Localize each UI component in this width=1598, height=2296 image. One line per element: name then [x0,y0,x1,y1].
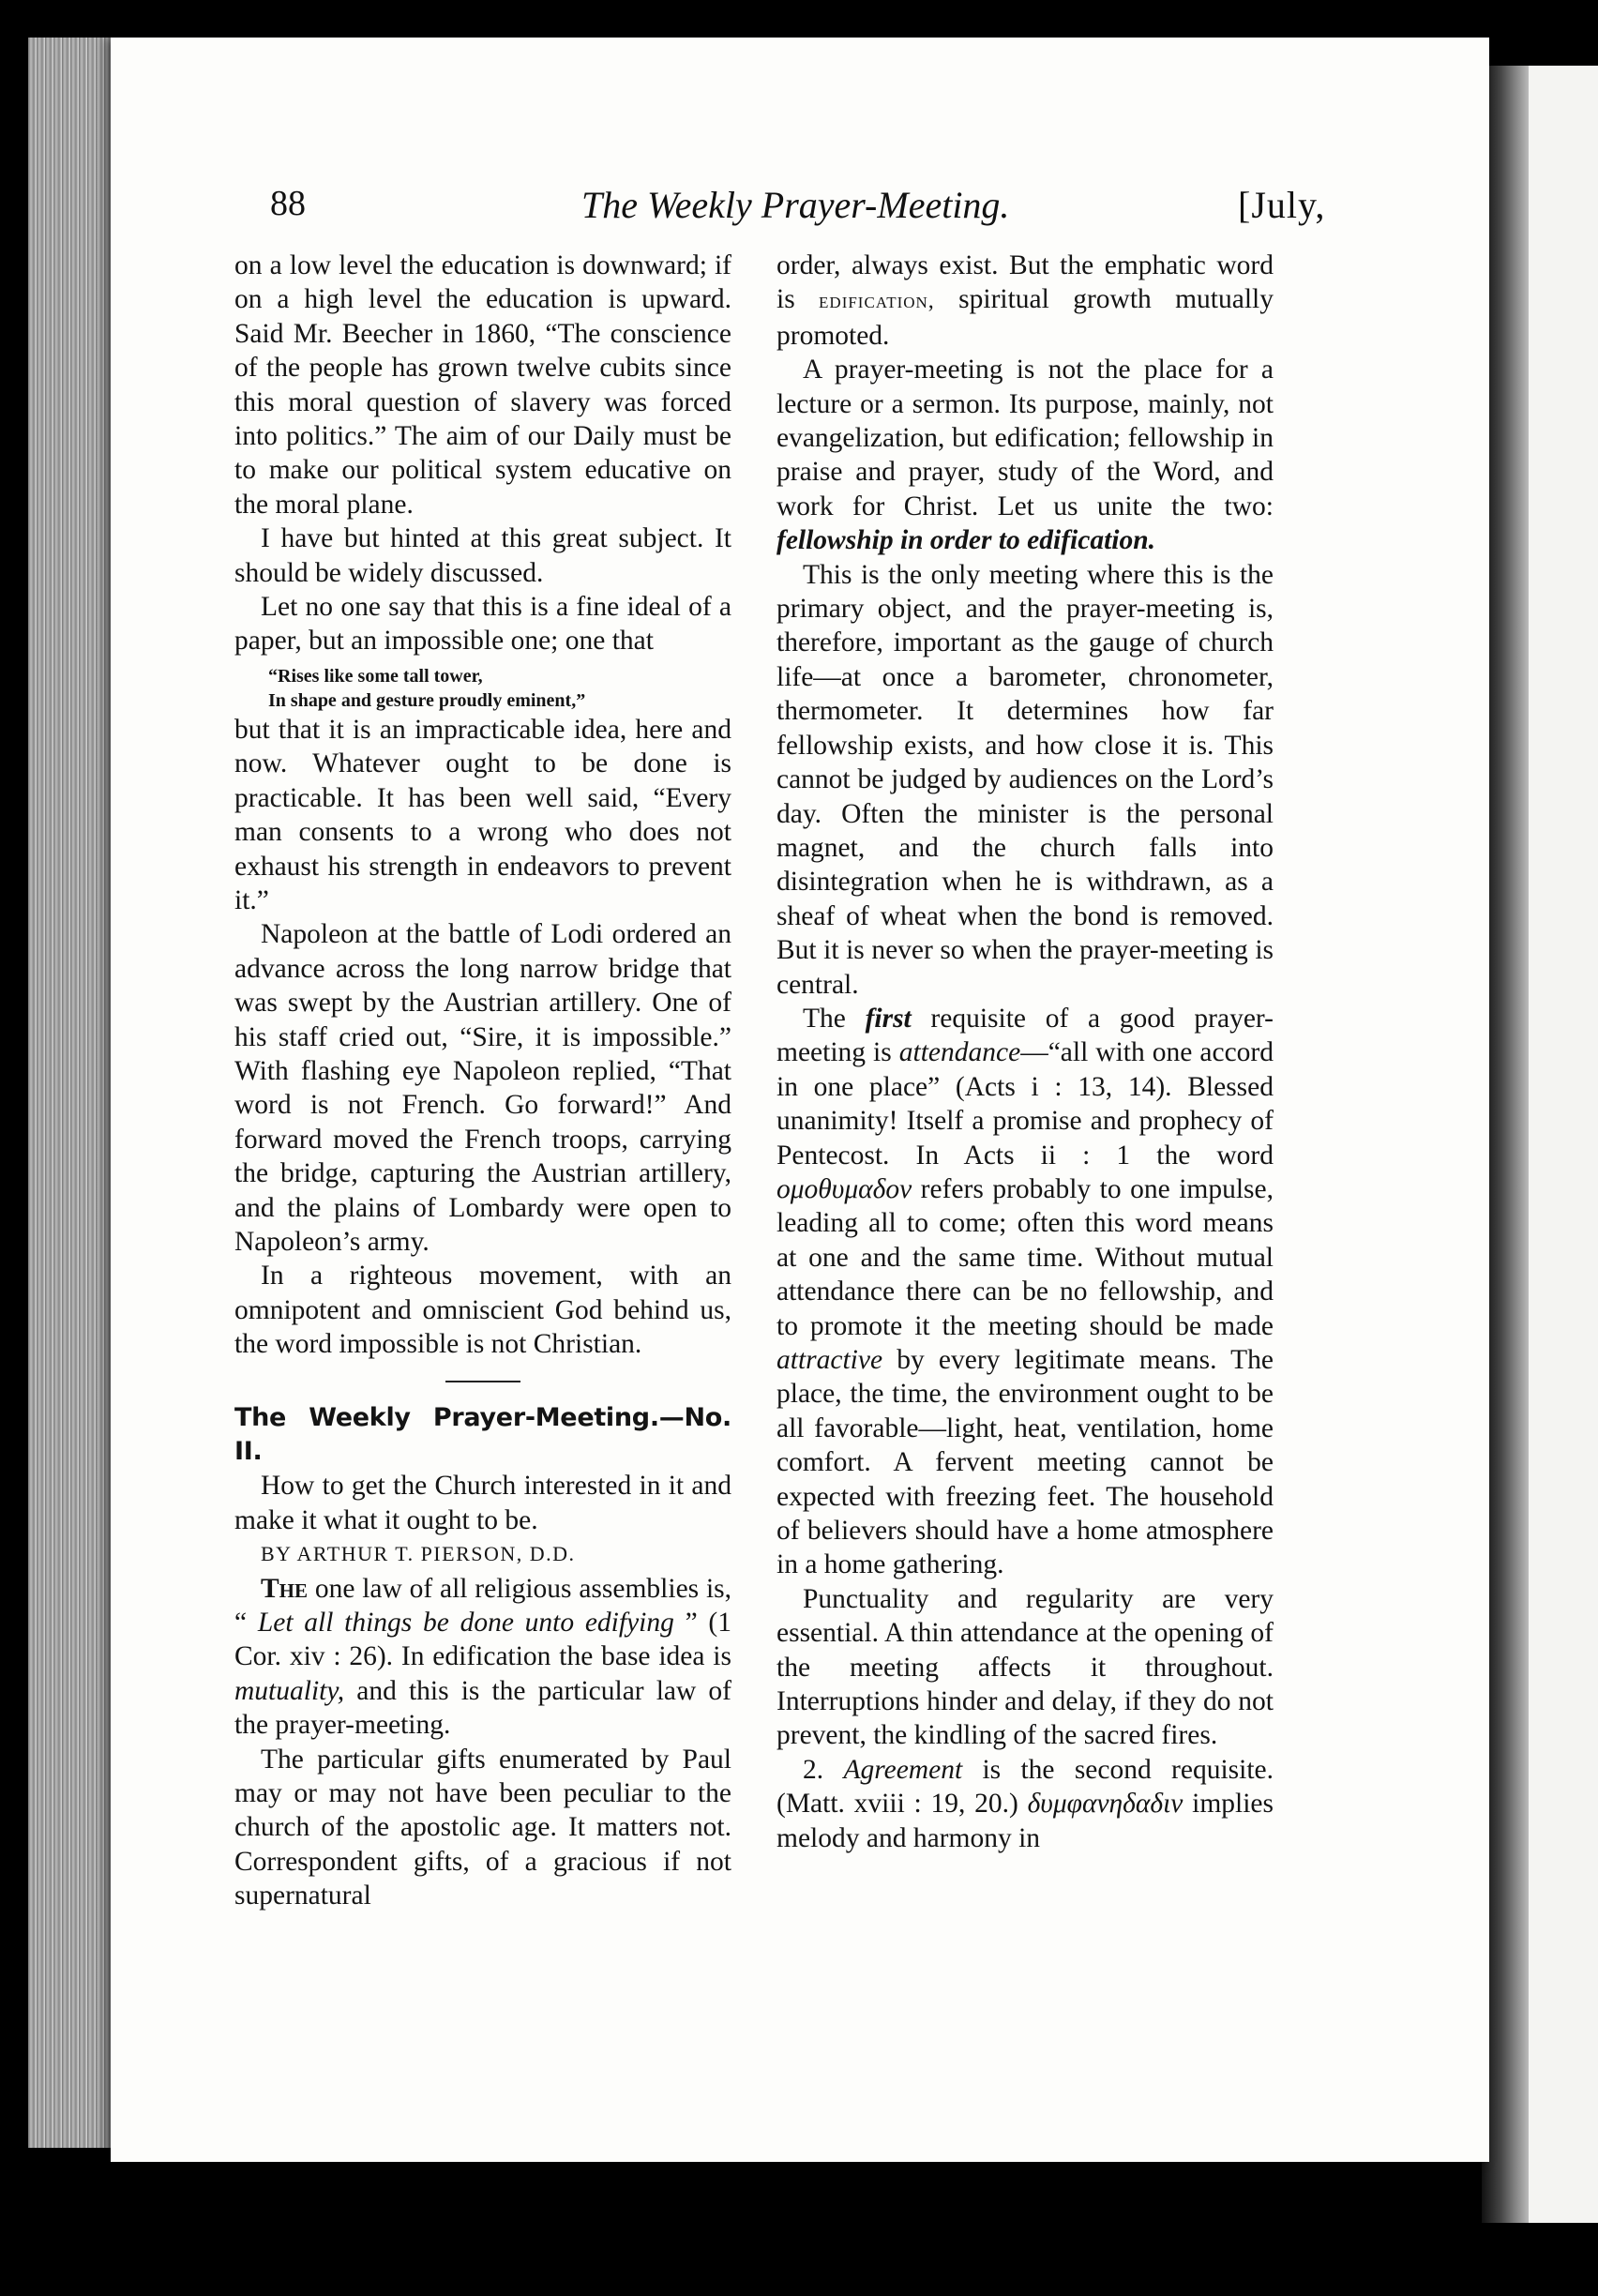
byline: BY ARTHUR T. PIERSON, D.D. [261,1542,576,1566]
verse-line: In shape and gesture proudly eminent,” [268,689,586,711]
emphasis: mutuality, [234,1675,345,1706]
paragraph: The particular gifts enumerated by Paul may or may not have been peculiar to the church of the apostolic age. It matters not. Correspondent gifts, of a gracious if not supernatural [234,1744,731,1911]
running-title: The Weekly Prayer-Meeting. [581,184,1010,226]
text-run: spiritual growth mutually promoted. [776,284,1274,351]
text-run: and this is the particular law of the prayer-meeting. [234,1675,731,1741]
text-run: one law of all religious assemblies is, “ [234,1573,731,1639]
text-run: A prayer-meeting is not the place for a lecture or a sermon. Its purpose, mainly, not evangelization, but edification; fellowship in praise and prayer, study of the Word, and work for Christ. Let us unite the two: [776,355,1274,521]
paragraph [234,1572,731,1743]
text-run: The [803,1003,866,1034]
paragraph: Let no one say that this is a fine ideal of a paper, but an impossible one; one that [234,592,731,657]
emphasis: edification, [819,289,935,314]
text-run: is the second requisite. (Matt. xviii : 19, 20.) [776,1754,1274,1820]
paragraph [776,249,1274,353]
text-run: order, always exist. But the emphatic word is [776,250,1274,315]
paragraph: on a low level the education is downward; if on a high level the education is upward. Said Mr. Beecher in 1860, “The conscience of the people has grown twelve cubits since this moral question of slavery was forced into politics.” The aim of our Daily must be to make our political system educative on the moral plane. [234,250,731,520]
text-run: by every legitimate means. The place, the time, the environment ought to be all favorable—light, heat, ventilation, home comfort. A fervent meeting cannot be expected with freezing feet. The household of believers should have a home atmosphere in a home gathering. [776,1345,1274,1580]
paragraph: I have but hinted at this great subject. It should be widely discussed. [234,523,731,588]
article-title: The Weekly Prayer-Meeting.—No. II. [234,1402,731,1466]
emphasis: Agreement [843,1754,963,1785]
section-divider [445,1381,520,1382]
text-run: 2. [803,1754,844,1785]
emphasis: first [865,1003,912,1034]
verse-quote [234,664,731,713]
paragraph: Napoleon at the battle of Lodi ordered an advance across the long narrow bridge that was swept by the Austrian artillery. One of his staff cried out, “Sire, it is impossible.” With flashing eye Napoleon replied, “That word is not French. Go forward!” And forward moved the French troops, carrying the bridge, capturing the Austrian artillery, and the plains of Lombardy were open to Napoleon’s army. [234,919,731,1257]
lead-word: The [261,1573,309,1604]
text-run: implies melody and harmony in [776,1789,1274,1853]
running-head [159,183,1326,239]
emphasis: attractive [776,1345,883,1375]
scripture-quote: Let all things be done unto edifying [257,1608,674,1639]
text-run: —“all with one accord in one place” (Acts i : 13, 14). Blessed unanimity! Itself a promise and prophecy of Pentecost. In Acts ii : 1 the word [776,1037,1274,1171]
text-run: requisite of a good prayer-meeting is [776,1003,1274,1068]
greek-word: δυμφανηδαδιν [1027,1789,1183,1820]
emphasis: attendance [898,1037,1021,1068]
greek-word: ομοθυμαδον [776,1173,912,1204]
facing-page [1482,66,1598,2223]
right-column [776,249,1274,1855]
article-subtitle: How to get the Church interested in it and make it what it ought to be. [234,1471,731,1535]
paragraph [776,1002,1274,1582]
paragraph: This is the only meeting where this is the primary object, and the prayer-meeting is, therefore, important as the gauge of church life—at once a barometer, chronometer, thermometer. It determines how far fellowship exists, and how close it is. This cannot be judged by audiences on the Lord’s day. Often the minister is the personal magnet, and the church falls into disintegration when he is withdrawn, as a sheaf of wheat when the bond is removed. But it is never so when the prayer-meeting is central. [776,559,1274,1000]
left-column [234,249,731,1913]
paragraph: but that it is an impracticable idea, here and now. Whatever ought to be done is practicable. It has been well said, “Every man consents to a wrong who does not exhaust his strength in endeavors to prevent it.” [234,714,731,915]
page-number: 88 [270,184,306,223]
text-run: refers probably to one impulse, leading all to come; often this word means at one and the same time. Without mutual attendance there can be no fellowship, and to promote it the meeting should be made [776,1173,1274,1341]
book-page-edges [28,38,117,2148]
emphasis: fellowship in order to edification. [776,525,1155,556]
text-run: ” (1 Cor. xiv : 26). In edification the base idea is [234,1608,731,1672]
paragraph [776,1753,1274,1855]
paragraph [776,353,1274,557]
paragraph: Punctuality and regularity are very essential. A thin attendance at the opening of the meeting affects it throughout. Interruptions hinder and delay, if they do not prevent, the kindling of the sacred fires. [776,1583,1274,1751]
verse-line: “Rises like some tall tower, [268,665,483,687]
paragraph: In a righteous movement, with an omnipotent and omniscient God behind us, the word impossible is not Christian. [234,1261,731,1360]
running-month: [July, [1238,184,1326,226]
